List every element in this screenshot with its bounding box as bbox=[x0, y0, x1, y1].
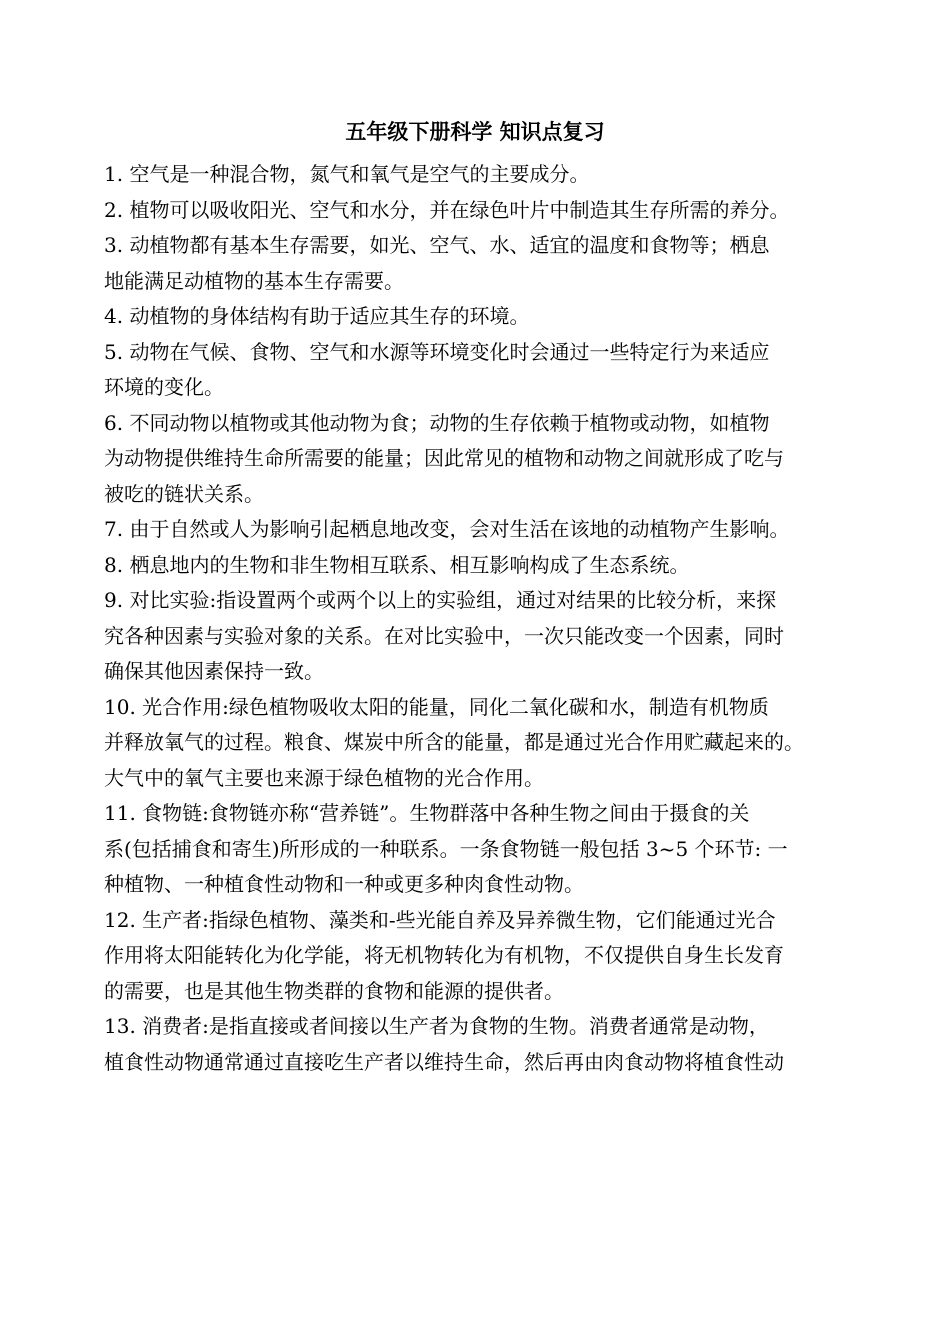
knowledge-item bbox=[104, 903, 854, 1010]
knowledge-item-line: 8. 栖息地内的生物和非生物相互联系、相互影响构成了生态系统。 bbox=[104, 552, 690, 577]
knowledge-item-line: 系(包括捕食和寄生)所形成的一种联系。一条食物链一般包括 3~5 个环节: 一 bbox=[104, 836, 788, 861]
knowledge-item-line: 1. 空气是一种混合物，氮气和氧气是空气的主要成分。 bbox=[104, 162, 590, 186]
knowledge-item-line: 种植物、一种植食性动物和一种或更多种肉食性动物。 bbox=[104, 872, 584, 896]
knowledge-item-line: 11. 食物链:食物链亦称“营养链”。生物群落中各种生物之间由于摄食的关 bbox=[104, 801, 750, 825]
knowledge-item bbox=[104, 548, 854, 584]
knowledge-item-line: 究各种因素与实验对象的关系。在对比实验中，一次只能改变一个因素，同时 bbox=[104, 623, 784, 648]
knowledge-item-line: 4. 动植物的身体结构有助于适应其生存的环境。 bbox=[104, 304, 530, 328]
knowledge-item bbox=[104, 583, 854, 690]
knowledge-item bbox=[104, 796, 854, 903]
knowledge-item bbox=[104, 335, 854, 406]
knowledge-item bbox=[104, 228, 854, 299]
knowledge-item-line: 7. 由于自然或人为影响引起栖息地改变，会对生活在该地的动植物产生影响。 bbox=[104, 517, 790, 541]
knowledge-item bbox=[104, 690, 854, 797]
knowledge-item-line: 环境的变化。 bbox=[104, 375, 224, 399]
knowledge-item-line: 的需要，也是其他生物类群的食物和能源的提供者。 bbox=[104, 978, 564, 1003]
knowledge-item-line: 6. 不同动物以植物或其他动物为食；动物的生存依赖于植物或动物，如植物 bbox=[104, 410, 770, 435]
knowledge-item bbox=[104, 157, 854, 193]
knowledge-item-line: 2. 植物可以吸收阳光、空气和水分，并在绿色叶片中制造其生存所需的养分。 bbox=[104, 197, 790, 222]
knowledge-item bbox=[104, 193, 854, 229]
knowledge-item-line: 12. 生产者:指绿色植物、藻类和-些光能自养及异养微生物，它们能通过光合 bbox=[104, 907, 776, 932]
knowledge-item-line: 被吃的链状关系。 bbox=[104, 481, 264, 506]
page-title: 五年级下册科学 知识点复习 bbox=[345, 120, 605, 144]
knowledge-item-line: 5. 动物在气候、食物、空气和水源等环境变化时会通过一些特定行为来适应 bbox=[104, 339, 770, 364]
knowledge-item-line: 3. 动植物都有基本生存需要，如光、空气、水、适宜的温度和食物等；栖息 bbox=[104, 233, 770, 257]
knowledge-item-line: 确保其他因素保持一致。 bbox=[104, 659, 324, 683]
knowledge-item-line: 植食性动物通常通过直接吃生产者以维持生命，然后再由肉食动物将植食性动 bbox=[104, 1049, 784, 1074]
knowledge-item bbox=[104, 512, 854, 548]
knowledge-item-line: 作用将太阳能转化为化学能，将无机物转化为有机物，不仅提供自身生长发育 bbox=[104, 943, 784, 967]
knowledge-item-line: 10. 光合作用:绿色植物吸收太阳的能量，同化二氧化碳和水，制造有机物质 bbox=[104, 694, 769, 719]
knowledge-item-line: 并释放氧气的过程。粮食、煤炭中所含的能量，都是通过光合作用贮藏起来的。 bbox=[104, 730, 804, 754]
knowledge-item bbox=[104, 406, 854, 513]
knowledge-item-line: 大气中的氧气主要也来源于绿色植物的光合作用。 bbox=[104, 765, 544, 790]
knowledge-item-line: 为动物提供维持生命所需要的能量；因此常见的植物和动物之间就形成了吃与 bbox=[104, 446, 784, 470]
knowledge-item-line: 地能满足动植物的基本生存需要。 bbox=[104, 268, 404, 293]
knowledge-item-line: 9. 对比实验:指设置两个或两个以上的实验组，通过对结果的比较分析，来探 bbox=[104, 588, 777, 612]
knowledge-item-line: 13. 消费者:是指直接或者间接以生产者为食物的生物。消费者通常是动物， bbox=[104, 1014, 769, 1038]
knowledge-item bbox=[104, 1009, 854, 1080]
knowledge-list bbox=[104, 157, 854, 1080]
knowledge-item bbox=[104, 299, 854, 335]
